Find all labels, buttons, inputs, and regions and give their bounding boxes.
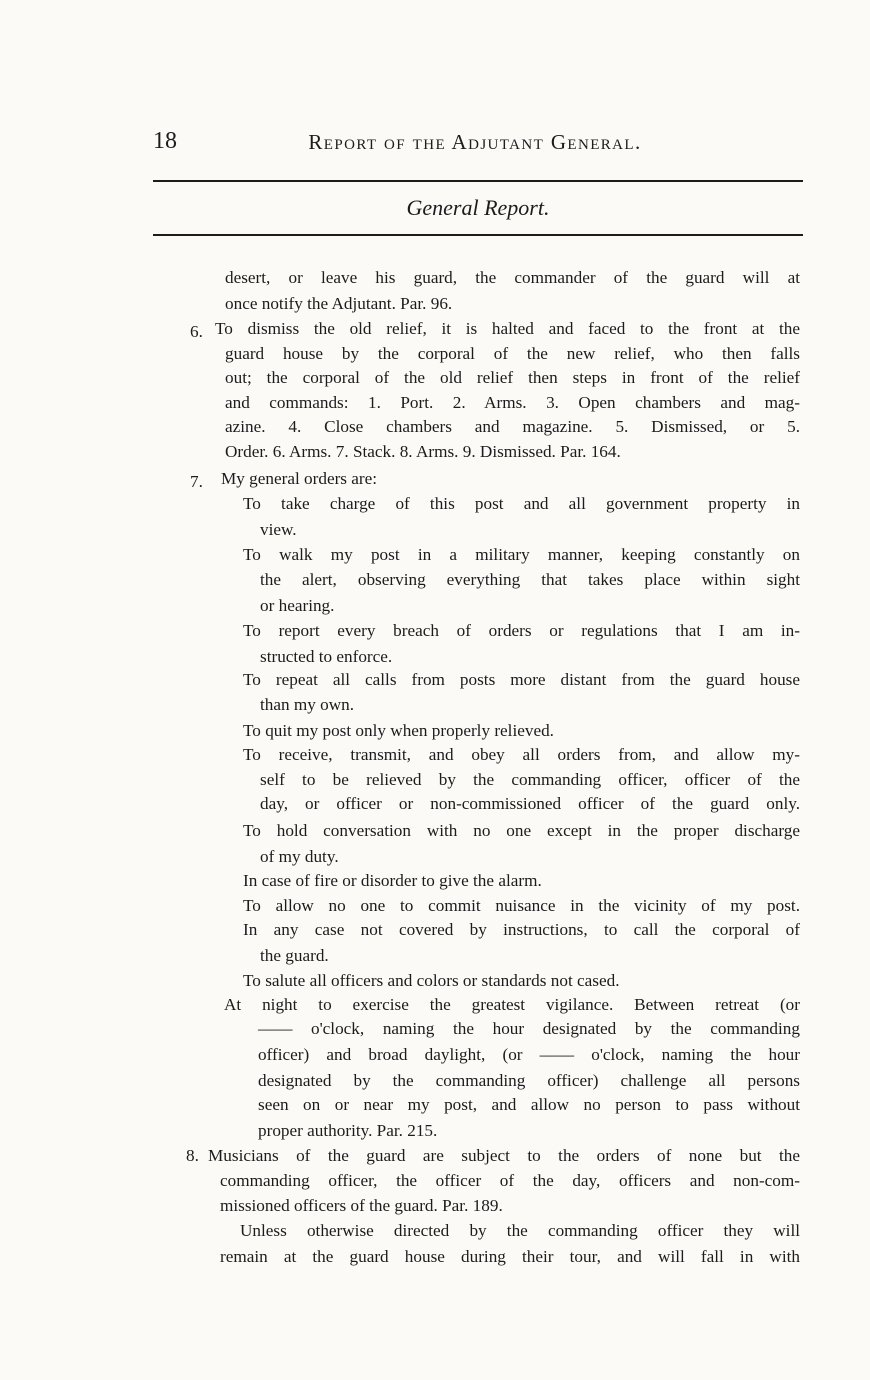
text-line: Unless otherwise directed by the commanding officer they will [240,1221,800,1240]
text-line: missioned officers of the guard. Par. 189. [220,1196,503,1215]
text-line: In case of fire or disorder to give the alarm. [243,871,542,890]
item-number-6: 6. [190,322,203,341]
text-line: Musicians of the guard are subject to the orders of none but the [208,1146,800,1165]
text-line: view. [260,520,297,539]
text-line: the guard. [260,946,329,965]
text-line: To walk my post in a military manner, keeping constantly on [243,545,800,564]
text-line: guard house by the corporal of the new relief, who then falls [225,344,800,363]
text-line: To repeat all calls from posts more distant from the guard house [243,670,800,689]
text-line: than my own. [260,695,355,714]
text-line: At night to exercise the greatest vigilance. Between retreat (or [224,995,800,1014]
text-line: once notify the Adjutant. Par. 96. [225,294,453,313]
text-line: To allow no one to commit nuisance in the vicinity of my post. [243,896,800,915]
text-line: My general orders are: [221,469,378,488]
text-line: commanding officer, the officer of the day, officers and non-com- [220,1171,800,1190]
text-line: seen on or near my post, and allow no person to pass without [258,1095,800,1114]
running-title: Report of the Adjutant General. [308,130,642,154]
text-line: remain at the guard house during their tour, and will fall in with [220,1247,800,1266]
text-line: Order. 6. Arms. 7. Stack. 8. Arms. 9. Dismissed. Par. 164. [225,442,621,461]
header-rule-top [153,180,803,182]
text-line: day, or officer or non-commissioned officer of the guard only. [260,794,800,813]
page-header [150,128,800,162]
text-line: designated by the commanding officer) challenge all persons [258,1071,800,1090]
text-line: To quit my post only when properly relieved. [243,721,554,740]
text-line: To take charge of this post and all government property in [243,494,800,513]
text-line: and commands: 1. Port. 2. Arms. 3. Open chambers and mag- [225,393,800,412]
text-line: To receive, transmit, and obey all orders from, and allow my- [243,745,800,764]
text-line: of my duty. [260,847,339,866]
text-line: To report every breach of orders or regulations that I am in- [243,621,800,640]
text-line: —— o'clock, naming the hour designated by the commanding [258,1019,800,1038]
section-title: General Report. [406,195,550,220]
item-number-8: 8. [186,1146,199,1165]
text-line: out; the corporal of the old relief then steps in front of the relief [225,368,800,387]
text-line: officer) and broad daylight, (or —— o'clock, naming the hour [258,1045,800,1064]
text-line: In any case not covered by instructions, to call the corporal of [243,920,800,939]
text-line: or hearing. [260,596,335,615]
text-line: self to be relieved by the commanding officer, officer of the [260,770,800,789]
text-line: structed to enforce. [260,647,393,666]
text-line: the alert, observing everything that takes place within sight [260,570,800,589]
text-line: To salute all officers and colors or standards not cased. [243,971,620,990]
text-line: azine. 4. Close chambers and magazine. 5. Dismissed, or 5. [225,417,800,436]
item-number-7: 7. [190,472,203,491]
header-rule-bottom [153,234,803,236]
text-line: proper authority. Par. 215. [258,1121,438,1140]
page-number: 18 [153,128,177,154]
text-line: To hold conversation with no one except in the proper discharge [243,821,800,840]
text-line: To dismiss the old relief, it is halted and faced to the front at the [215,319,800,338]
text-line: desert, or leave his guard, the commander of the guard will at [225,268,800,287]
